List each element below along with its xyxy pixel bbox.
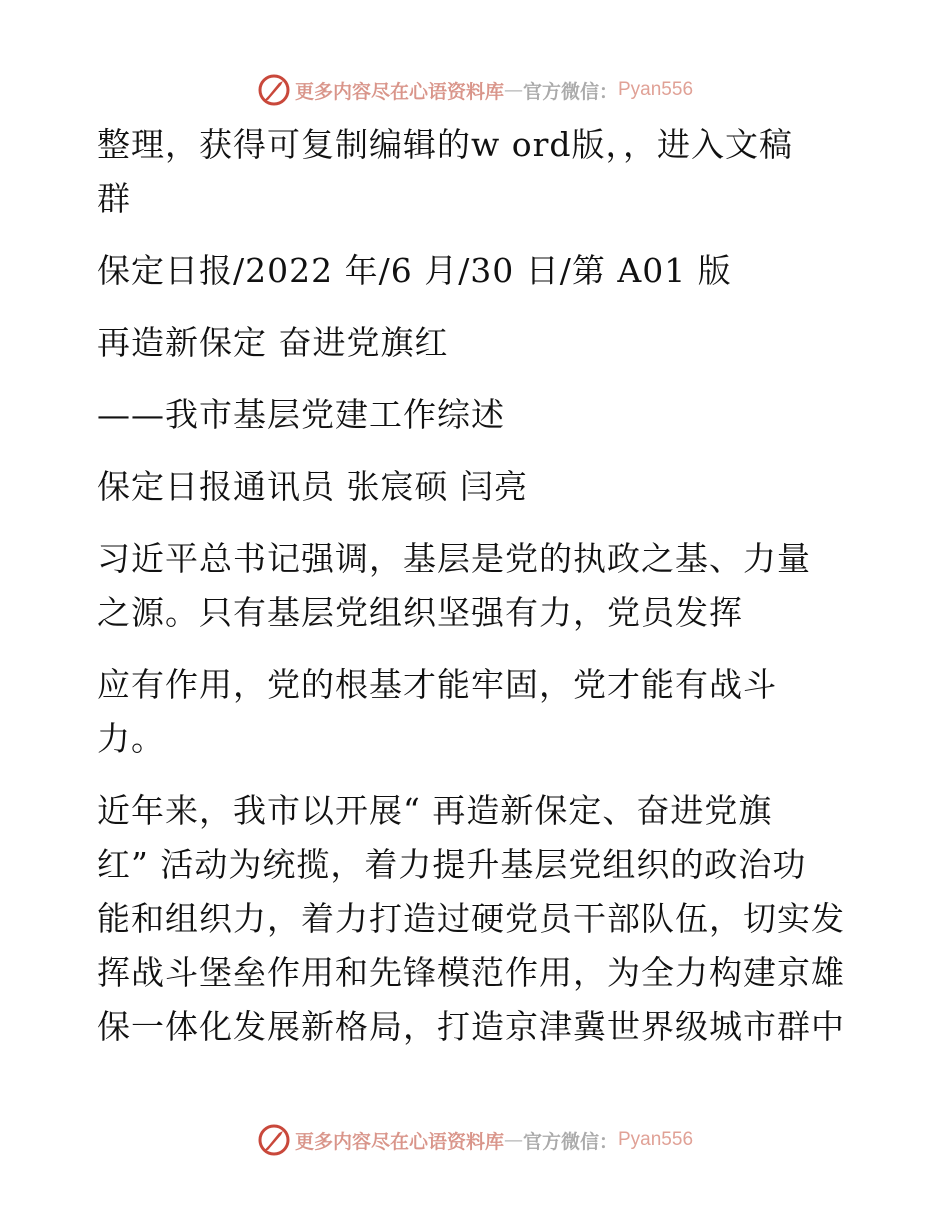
text-line: 习近平总书记强调，基层是党的执政之基、力量 xyxy=(97,539,811,578)
article-byline xyxy=(97,460,857,514)
footer-watermark xyxy=(0,1120,950,1160)
text-line: 群 xyxy=(97,179,131,218)
paragraph-quote xyxy=(97,532,857,640)
text-line: 挥战斗堡垒作用和先锋模范作用，为全力构建京雄 xyxy=(97,953,845,992)
text-line: 整理，获得可复制编辑的w ord版，，进入文稿 xyxy=(97,125,794,164)
paragraph-quote-cont xyxy=(97,658,857,766)
text-line: 力。 xyxy=(97,719,165,758)
text-line: 之源。只有基层党组织坚强有力，党员发挥 xyxy=(97,593,743,632)
text-line: 保定日报通讯员 张宸硕 闫亮 xyxy=(97,467,528,506)
paragraph-intro xyxy=(97,118,857,226)
watermark-main-text: 更多内容尽在心语资料库 xyxy=(294,80,504,103)
watermark-dash: — xyxy=(503,79,523,101)
header-watermark xyxy=(0,70,950,110)
watermark-wechat-label: 官方微信： xyxy=(522,80,618,103)
text-line: 应有作用，党的根基才能牢固，党才能有战斗 xyxy=(97,665,777,704)
text-line: 保一体化发展新格局，打造京津冀世界级城市群中 xyxy=(97,1007,845,1046)
text-line: ——我市基层党建工作综述 xyxy=(97,395,505,434)
article-title xyxy=(97,316,857,370)
watermark-wechat-label: 官方微信： xyxy=(522,1130,618,1153)
text-line: 能和组织力，着力打造过硬党员干部队伍，切实发 xyxy=(97,899,845,938)
quill-pen-logo-icon xyxy=(257,1123,291,1157)
text-line: 保定日报/2022 年/6 月/30 日/第 A01 版 xyxy=(97,251,732,290)
paragraph-source xyxy=(97,244,857,298)
watermark-dash: — xyxy=(503,1129,523,1151)
text-line: 再造新保定 奋进党旗红 xyxy=(97,323,449,362)
watermark-account: Pyan556 xyxy=(618,79,694,100)
watermark-account: Pyan556 xyxy=(618,1129,694,1150)
text-line: 红” 活动为统揽，着力提升基层党组织的政治功 xyxy=(97,845,807,884)
document-body xyxy=(97,118,857,1072)
watermark-main-text: 更多内容尽在心语资料库 xyxy=(294,1130,504,1153)
article-subtitle xyxy=(97,388,857,442)
text-line: 近年来，我市以开展“ 再造新保定、奋进党旗 xyxy=(97,791,773,830)
paragraph-main xyxy=(97,784,857,1054)
quill-pen-logo-icon xyxy=(257,73,291,107)
